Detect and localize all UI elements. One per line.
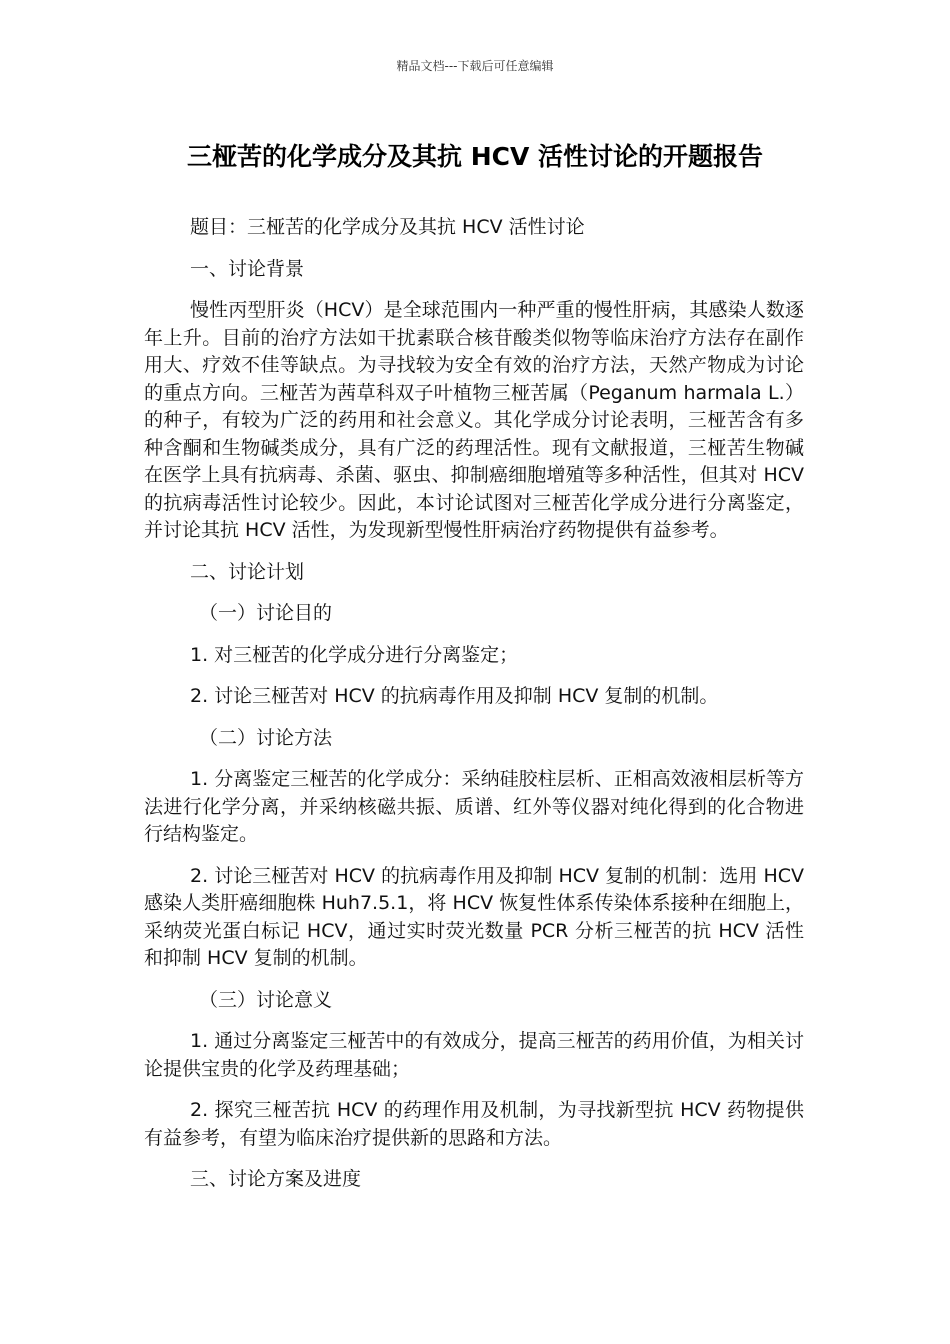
scheme-heading: 三、讨论方案及进度: [190, 1168, 362, 1190]
purpose-item-1: 1. 对三桠苦的化学成分进行分离鉴定；: [190, 643, 519, 666]
topic-line: 题目：三桠苦的化学成分及其抗 HCV 活性讨论: [190, 216, 585, 238]
method-item-1: 1. 分离鉴定三桠苦的化学成分：采纳硅胶柱层析、正相高效液相层析等方法进行化学分离，并采纳核磁共振、质谱、红外等仪器对纯化得到的化合物进行结构鉴定。: [144, 768, 804, 845]
significance-item-1: 1. 通过分离鉴定三桠苦中的有效成分，提高三桠苦的药用价值，为相关讨论提供宝贵的化学及药理基础；: [144, 1030, 804, 1080]
document-body: [144, 214, 804, 1208]
method-item-2: 2. 讨论三桠苦对 HCV 的抗病毒作用及抑制 HCV 复制的机制：选用 HCV 感染人类肝癌细胞株 Huh7.5.1，将 HCV 恢复性体系传染体系接种在细胞上，采纳荧光蛋白标记 HCV，通过实时荧光数量 PCR 分析三桠苦的抗 HCV 活性和抑制 HCV 复制的机制。: [144, 864, 804, 969]
document-title: 三桠苦的化学成分及其抗 HCV 活性讨论的开题报告: [186, 142, 764, 171]
purpose-heading: （一）讨论目的: [199, 602, 333, 624]
significance-item-2: 2. 探究三桠苦抗 HCV 的药理作用及机制，为寻找新型抗 HCV 药物提供有益参考，有望为临床治疗提供新的思路和方法。: [144, 1099, 804, 1149]
significance-heading: （三）讨论意义: [199, 988, 333, 1011]
page-header-note: 精品文档---下载后可任意编辑: [396, 59, 554, 73]
background-paragraph: 慢性丙型肝炎（HCV）是全球范围内一种严重的慢性肝病，其感染人数逐年上升。目前的治疗方法如干扰素联合核苷酸类似物等临床治疗方法存在副作用大、疗效不佳等缺点。为寻找较为安全有效的治疗方法，天然产物成为讨论的重点方向。三桠苦为茜草科双子叶植物三桠苦属（Peganum harmala L.）的种子，有较为广泛的药用和社会意义。其化学成分讨论表明，三桠苦含有多种含酮和生物碱类成分，具有广泛的药理活性。现有文献报道，三桠苦生物碱在医学上具有抗病毒、杀菌、驱虫、抑制癌细胞增殖等多种活性，但其对 HCV 的抗病毒活性讨论较少。因此，本讨论试图对三桠苦化学成分进行分离鉴定，并讨论其抗 HCV 活性，为发现新型慢性肝病治疗药物提供有益参考。: [144, 299, 804, 541]
purpose-item-2: 2. 讨论三桠苦对 HCV 的抗病毒作用及抑制 HCV 复制的机制。: [190, 685, 719, 707]
method-heading: （二）讨论方法: [199, 726, 333, 749]
plan-heading: 二、讨论计划: [190, 560, 305, 583]
background-heading: 一、讨论背景: [190, 257, 305, 280]
